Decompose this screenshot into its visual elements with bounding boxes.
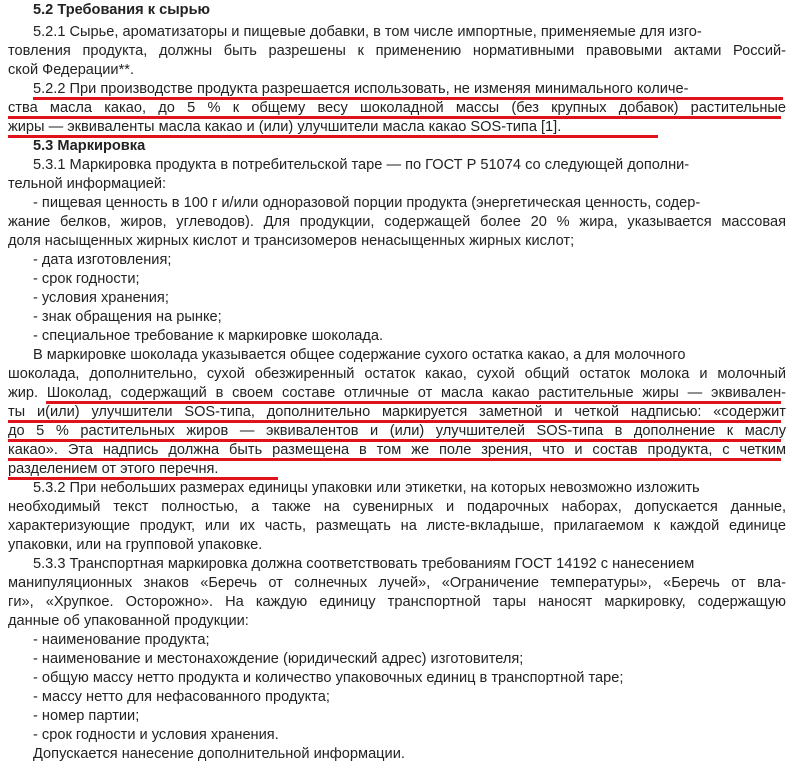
paragraph-5-3-1-line: жание белков, жиров, углеводов). Для продукции, содержащей более 20 % жира, указывается массовая	[8, 214, 786, 230]
list-item: - знак обращения на рынке;	[33, 309, 222, 325]
list-item: - специальное требование к маркировке шоколада.	[33, 328, 384, 344]
paragraph-5-3-2-line: характеризующие продукт, или их часть, размещать на листе-вкладыше, прилагаемом к каждой единице	[8, 518, 786, 534]
list-item: - условия хранения;	[33, 290, 169, 306]
paragraph-5-3-2-line: 5.3.2 При небольших размерах единицы упаковки или этикетки, на которых невозможно изложить	[33, 480, 700, 496]
list-item: - срок годности;	[33, 271, 140, 287]
paragraph-5-2-2-line: жиры — эквиваленты масла какао и (или) улучшители масла какао SOS-типа [1].	[8, 119, 562, 135]
paragraph-5-2-2-line: ства масла какао, до 5 % к общему весу шоколадной массы (без крупных добавок) растительные	[8, 100, 786, 116]
list-item: - массу нетто для нефасованного продукта;	[33, 689, 330, 705]
paragraph-5-2-1-line: товления продукта, должны быть разрешены к применению нормативными правовыми актами Россий-	[8, 43, 786, 59]
paragraph-5-2-2-line: 5.2.2 При производстве продукта разрешается использовать, не изменяя минимального количе-	[33, 81, 689, 97]
highlight-underline	[8, 135, 658, 138]
paragraph-marking-line: шоколада, дополнительно, сухой обезжиренный остаток какао, сухой общий остаток молока и молочный	[8, 366, 786, 382]
highlight-underline	[8, 420, 781, 423]
paragraph-marking-line: ты и(или) улучшители SOS-типа, дополнительно маркируется заметной и четкой надписью: «содержит	[8, 404, 786, 420]
paragraph-marking-line: жир. Шоколад, содержащий в своем составе отличные от масла какао растительные жиры — эквивален-	[8, 385, 786, 401]
paragraph-5-3-1-line: - пищевая ценность в 100 г и/или одноразовой порции продукта (энергетическая ценность, содер-	[33, 195, 701, 211]
list-item: - наименование и местонахождение (юридический адрес) изготовителя;	[33, 651, 524, 667]
paragraph-5-3-3-line: 5.3.3 Транспортная маркировка должна соответствовать требованиям ГОСТ 14192 с нанесением	[33, 556, 695, 572]
paragraph-5-2-1-line: ской Федерации**.	[8, 62, 134, 78]
paragraph-5-3-1-line: доля насыщенных жирных кислот и трансизомеров ненасыщенных жирных кислот;	[8, 233, 575, 249]
paragraph-marking-line: разделением от этого перечня.	[8, 461, 219, 477]
section-heading-5-3: 5.3 Маркировка	[33, 138, 146, 154]
section-heading-5-2: 5.2 Требования к сырью	[33, 2, 211, 18]
paragraph-5-3-2-line: упаковки, или на групповой упаковке.	[8, 537, 263, 553]
paragraph-marking-line: до 5 % растительных жиров — эквивалентов и (или) улучшителей SOS-типа в дополнение к маслу	[8, 423, 786, 439]
paragraph-5-3-1-line: 5.3.1 Маркировка продукта в потребительской таре — по ГОСТ Р 51074 со следующей дополни-	[33, 157, 690, 173]
highlight-underline	[46, 401, 781, 404]
highlight-underline	[8, 477, 278, 480]
paragraph-5-3-2-line: необходимый текст полностью, а также на сувенирных и подарочных наборах, допускается данные,	[8, 499, 786, 515]
paragraph-5-3-3-line: манипуляционных знаков «Беречь от солнечных лучей», «Ограничение температуры», «Беречь от вла-	[8, 575, 786, 591]
highlight-underline	[8, 439, 781, 442]
paragraph-marking-line: какао». Эта надпись должна быть размещена в том же поле зрения, что и состав продукта, с четким	[8, 442, 786, 458]
paragraph-marking-line: В маркировке шоколада указывается общее содержание сухого остатка какао, а для молочного	[33, 347, 686, 363]
list-item: - общую массу нетто продукта и количество упаковочных единиц в транспортной таре;	[33, 670, 624, 686]
list-item: - дата изготовления;	[33, 252, 172, 268]
highlight-underline	[8, 458, 781, 461]
paragraph-5-3-1-line: тельной информацией:	[8, 176, 167, 192]
paragraph-5-2-1-line: 5.2.1 Сырье, ароматизаторы и пищевые добавки, в том числе импортные, применяемые для изго-	[33, 24, 702, 40]
list-item: - номер партии;	[33, 708, 140, 724]
highlight-underline	[33, 97, 783, 100]
closing-note: Допускается нанесение дополнительной информации.	[33, 746, 405, 762]
paragraph-5-3-3-line: данные об упакованной продукции:	[8, 613, 249, 629]
highlight-underline	[8, 116, 781, 119]
list-item: - срок годности и условия хранения.	[33, 727, 279, 743]
paragraph-5-3-3-line: ги», «Хрупкое. Осторожно». На каждую единицу транспортной тары наносят маркировку, содержащую	[8, 594, 786, 610]
list-item: - наименование продукта;	[33, 632, 210, 648]
